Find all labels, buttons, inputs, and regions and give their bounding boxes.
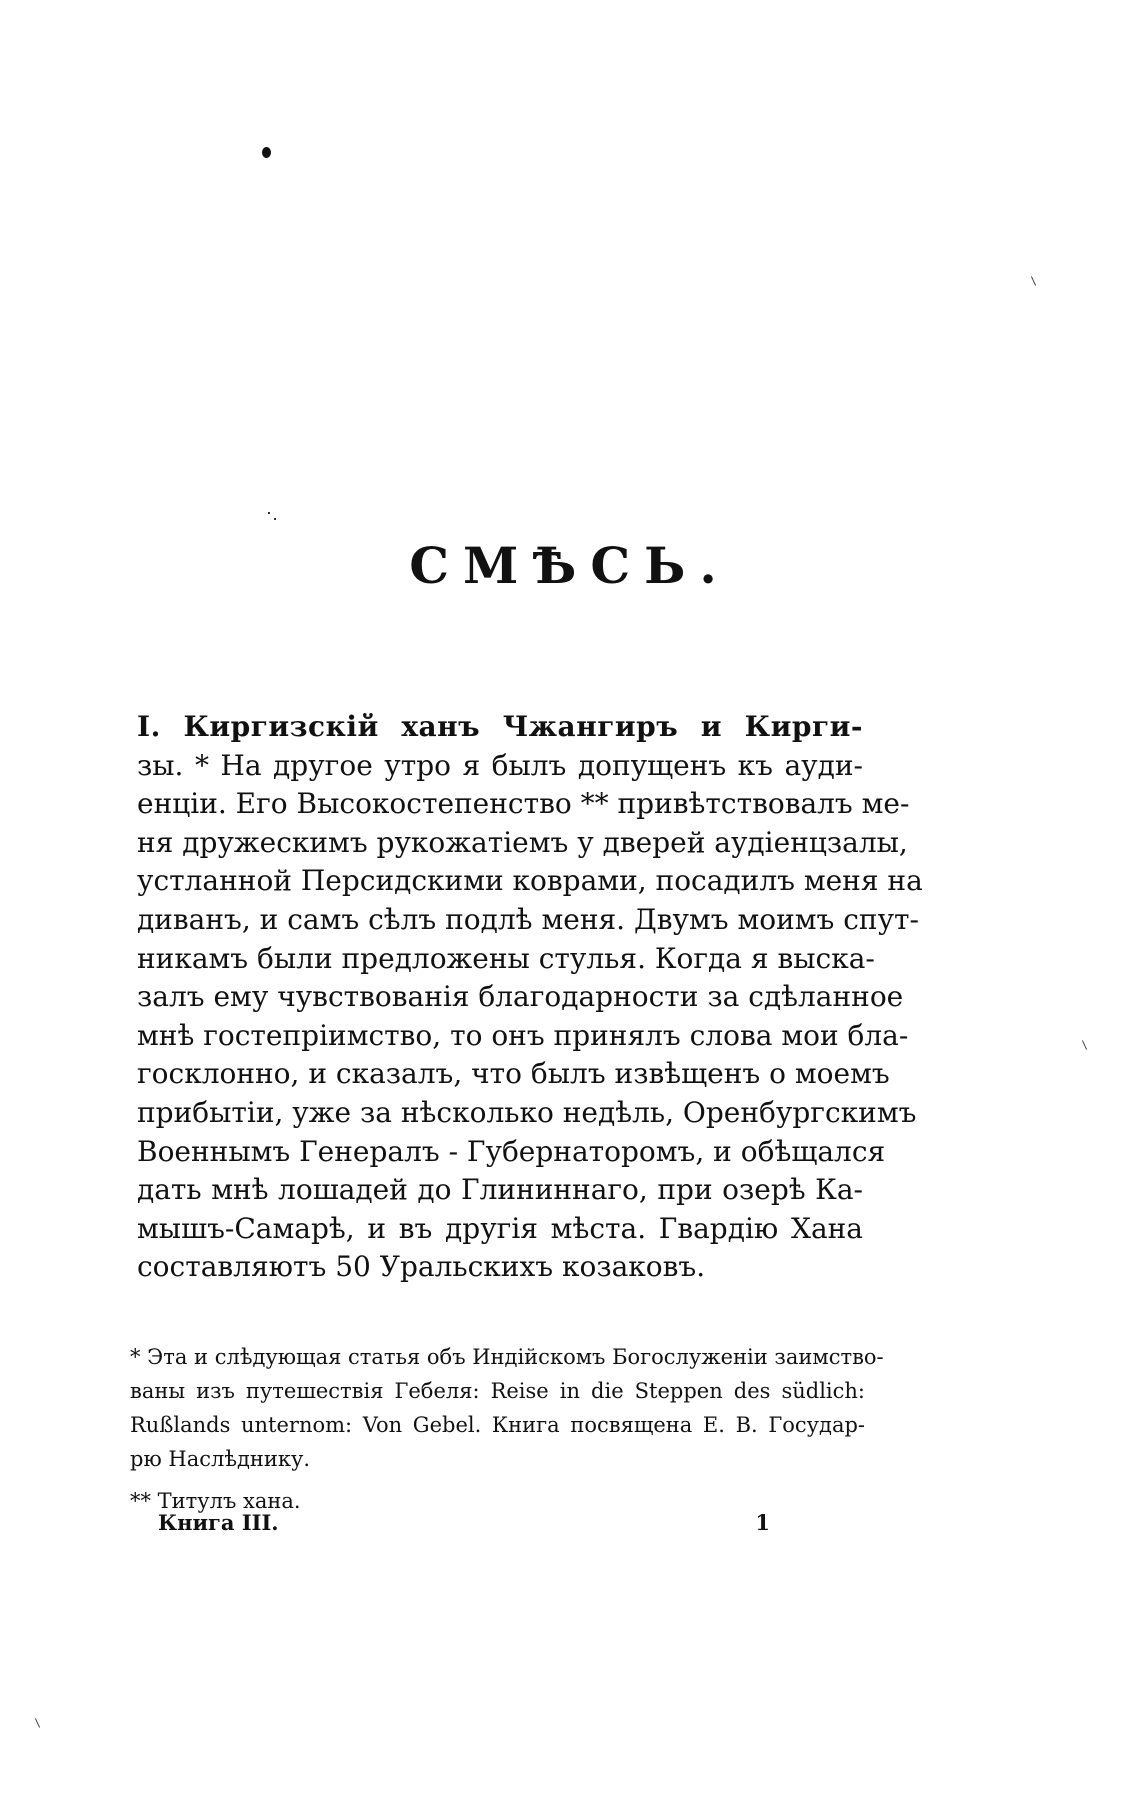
article-line: диванъ, и самъ сѣлъ подлѣ меня. Двумъ моимъ спут- <box>137 902 920 936</box>
ink-speck <box>268 512 270 514</box>
article-line: залъ ему чувствованія благодарности за сдѣланное <box>137 980 904 1014</box>
footnote-line: ** Титулъ хана. <box>130 1489 301 1513</box>
article-line: госклонно, и сказалъ, что былъ извѣщенъ о моемъ <box>137 1057 890 1091</box>
article-line: мышъ-Самарѣ, и въ другія мѣста. Гвардію Хана <box>137 1211 863 1245</box>
page-footer <box>158 1510 770 1535</box>
article-line: Военнымъ Генералъ - Губернаторомъ, и обѣщался <box>137 1134 886 1168</box>
article-line: мнѣ гостепріимство, то онъ принялъ слова мои бла- <box>137 1018 909 1052</box>
article-line: енціи. Его Высокостепенство ** привѣтствовалъ ме- <box>137 787 910 821</box>
section-heading: СМѢСЬ. <box>409 536 731 595</box>
footnote-line: Rußlands unternom: Von Gebel. Книга посвящена Е. В. Государ- <box>130 1413 865 1437</box>
article-line: никамъ были предложены стулья. Когда я выска- <box>137 941 875 975</box>
footnote-1 <box>130 1340 884 1476</box>
ink-mark <box>35 1718 40 1727</box>
footnote-line: ваны изъ путешествія Гебеля: Reise in die Steppen des südlich: <box>130 1379 865 1403</box>
footnote-line: * Эта и слѣдующая статья объ Индійскомъ Богослуженіи заимство- <box>130 1345 884 1369</box>
ink-blot <box>262 147 271 158</box>
article-title-line: I. Киргизскій ханъ Чжангиръ и Кирги- <box>137 710 863 743</box>
book-signature: Книга III. <box>158 1510 279 1535</box>
ink-mark <box>1031 276 1036 285</box>
article-line: составляютъ 50 Уральскихъ козаковъ. <box>137 1250 706 1284</box>
article-line: прибытіи, уже за нѣсколько недѣль, Оренбургскимъ <box>137 1095 917 1129</box>
footnote-line: рю Наслѣднику. <box>130 1447 311 1471</box>
article-line: зы. * На другое утро я былъ допущенъ къ ауди- <box>137 748 863 782</box>
ink-mark <box>1082 1040 1087 1049</box>
sheet-number: 1 <box>755 1510 770 1535</box>
article-line: устланной Персидскими коврами, посадилъ меня на <box>137 864 923 898</box>
ink-speck <box>274 518 276 520</box>
article-line: дать мнѣ лошадей до Глининнаго, при озерѣ Ка- <box>137 1173 863 1207</box>
article-line: ня дружескимъ рукожатіемъ у дверей аудіенцзалы, <box>137 825 908 859</box>
article-body <box>137 708 923 1287</box>
footnotes <box>130 1340 884 1518</box>
